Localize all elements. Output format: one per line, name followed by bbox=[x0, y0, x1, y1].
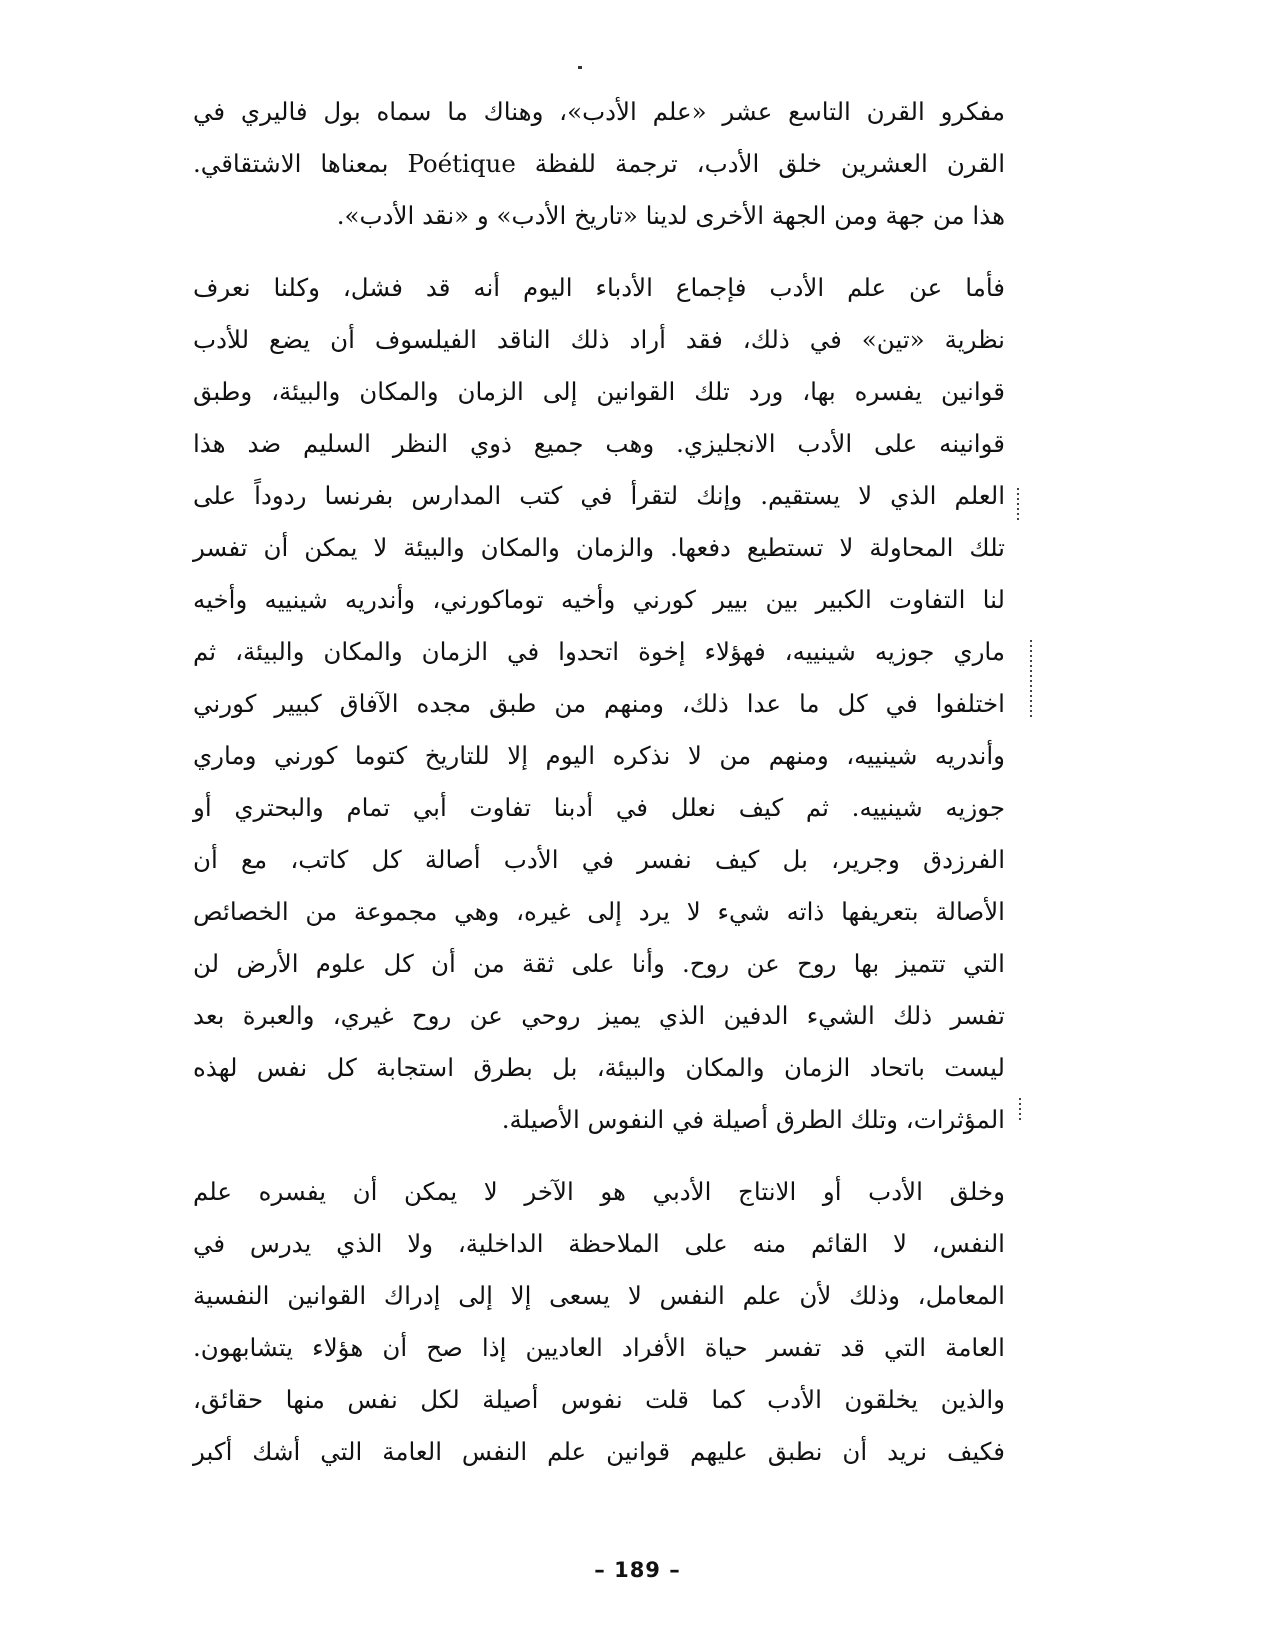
page-body bbox=[193, 86, 1005, 1498]
text-line: ماري جوزيه شينييه، فهؤلاء إخوة اتحدوا في الزمان والمكان والبيئة، ثم bbox=[193, 637, 1005, 666]
text-line: فكيف نريد أن نطبق عليهم قوانين علم النفس العامة التي أشك أكبر bbox=[193, 1437, 1005, 1466]
page-number: – 189 – bbox=[594, 1558, 681, 1582]
text-line: تفسر ذلك الشيء الدفين الذي يميز روحي عن روح غيري، والعبرة بعد bbox=[193, 1001, 1005, 1030]
scan-speck bbox=[578, 66, 582, 69]
text-line: العامة التي قد تفسر حياة الأفراد العاديين إذا صح أن هؤلاء يتشابهون. bbox=[193, 1333, 1005, 1362]
text-line: هذا من جهة ومن الجهة الأخرى لدينا «تاريخ الأدب» و «نقد الأدب». bbox=[336, 201, 1005, 230]
margin-tick-mark bbox=[1019, 1098, 1021, 1122]
paragraph-2 bbox=[193, 262, 1005, 1146]
text-line: والذين يخلقون الأدب كما قلت نفوس أصيلة لكل نفس منها حقائق، bbox=[193, 1385, 1005, 1414]
text-line: تلك المحاولة لا تستطيع دفعها. والزمان والمكان والبيئة لا يمكن أن تفسر bbox=[193, 533, 1005, 562]
text-line: وخلق الأدب أو الانتاج الأدبي هو الآخر لا يمكن أن يفسره علم bbox=[193, 1177, 1005, 1206]
text-line: الفرزدق وجرير، بل كيف نفسر في الأدب أصالة كل كاتب، مع أن bbox=[193, 845, 1005, 874]
text-line: قوانينه على الأدب الانجليزي. وهب جميع ذوي النظر السليم ضد هذا bbox=[193, 429, 1005, 458]
text-line: العلم الذي لا يستقيم. وإنك لتقرأ في كتب المدارس بفرنسا ردوداً على bbox=[193, 481, 1005, 510]
text-line: القرن العشرين خلق الأدب، ترجمة للفظة Poétique بمعناها الاشتقاقي. bbox=[193, 149, 1005, 178]
text-line: اختلفوا في كل ما عدا ذلك، ومنهم من طبق مجده الآفاق كبيير كورني bbox=[193, 689, 1005, 718]
paragraph-1 bbox=[193, 86, 1005, 242]
margin-tick-mark bbox=[1030, 640, 1032, 720]
paragraph-3 bbox=[193, 1166, 1005, 1478]
text-line: النفس، لا القائم منه على الملاحظة الداخلية، ولا الذي يدرس في bbox=[193, 1229, 1005, 1258]
text-line: ليست باتحاد الزمان والمكان والبيئة، بل بطرق استجابة كل نفس لهذه bbox=[193, 1053, 1005, 1082]
text-line: مفكرو القرن التاسع عشر «علم الأدب»، وهناك ما سماه بول فاليري في bbox=[193, 97, 1005, 126]
text-line: نظرية «تين» في ذلك، فقد أراد ذلك الناقد الفيلسوف أن يضع للأدب bbox=[193, 325, 1005, 354]
text-line: لنا التفاوت الكبير بين بيير كورني وأخيه توماكورني، وأندريه شينييه وأخيه bbox=[193, 585, 1005, 614]
text-line: فأما عن علم الأدب فإجماع الأدباء اليوم أنه قد فشل، وكلنا نعرف bbox=[193, 273, 1005, 302]
text-line: وأندريه شينييه، ومنهم من لا نذكره اليوم إلا للتاريخ كتوما كورني وماري bbox=[193, 741, 1005, 770]
text-line: المؤثرات، وتلك الطرق أصيلة في النفوس الأصيلة. bbox=[501, 1105, 1005, 1134]
text-line: التي تتميز بها روح عن روح. وأنا على ثقة من أن كل علوم الأرض لن bbox=[193, 949, 1005, 978]
text-line: المعامل، وذلك لأن علم النفس لا يسعى إلا إلى إدراك القوانين النفسية bbox=[193, 1281, 1005, 1310]
text-line: الأصالة بتعريفها ذاته شيء لا يرد إلى غيره، وهي مجموعة من الخصائص bbox=[193, 897, 1005, 926]
text-line: قوانين يفسره بها، ورد تلك القوانين إلى الزمان والمكان والبيئة، وطبق bbox=[193, 377, 1005, 406]
text-line: جوزيه شينييه. ثم كيف نعلل في أدبنا تفاوت أبي تمام والبحتري أو bbox=[193, 793, 1005, 822]
margin-tick-mark bbox=[1017, 488, 1019, 522]
